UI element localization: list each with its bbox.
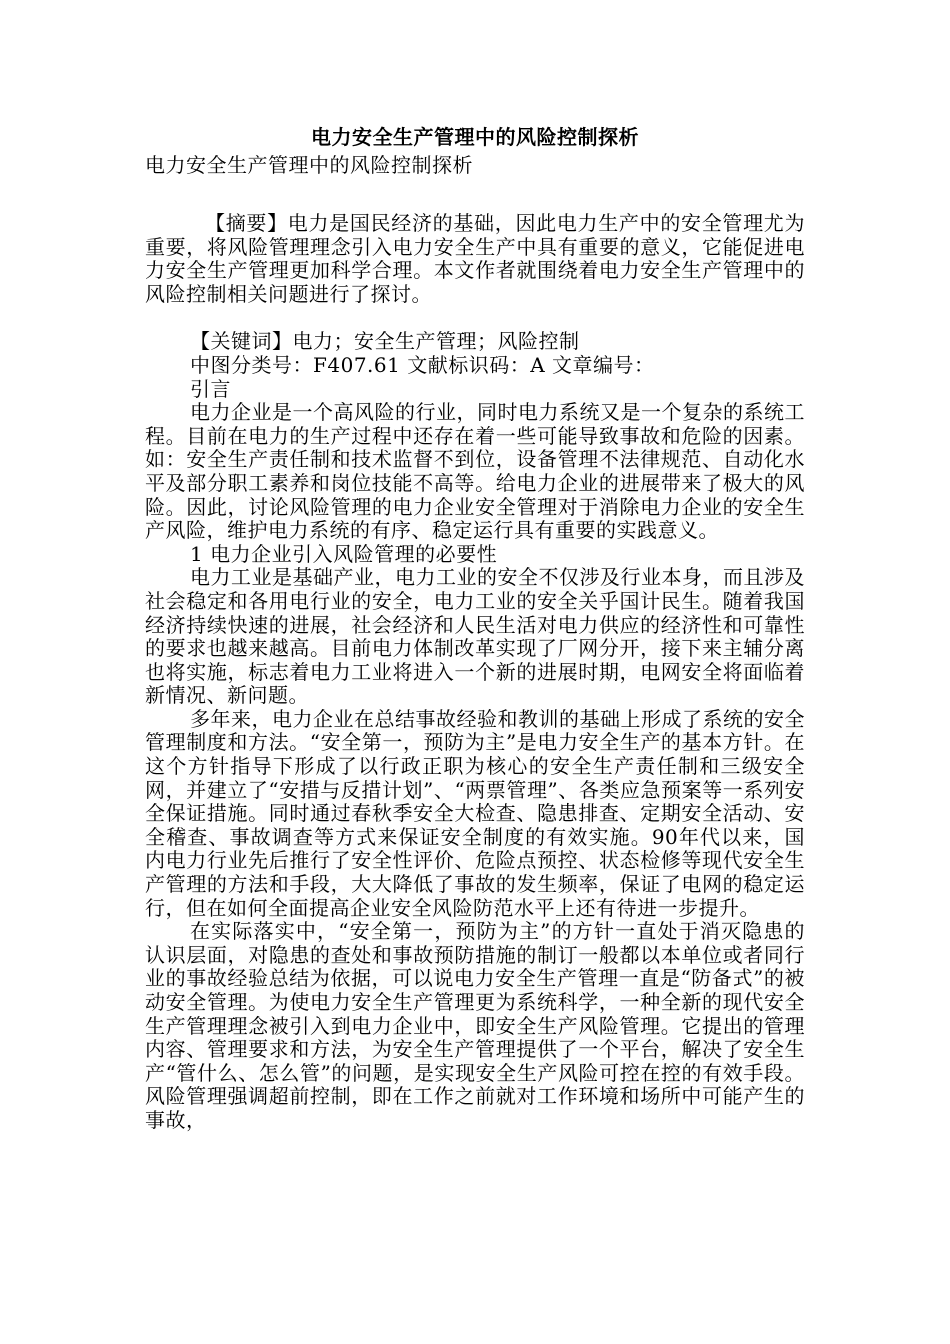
spacer: [145, 306, 805, 330]
document-subtitle: 电力安全生产管理中的风险控制探析: [145, 153, 473, 177]
body-paragraph: 电力企业是一个高风险的行业，同时电力系统又是一个复杂的系统工程。目前在电力的生产过程中还存在着一些可能导致事故和危险的因素。如：安全生产责任制和技术监督不到位，设备管理不法律规范、自动化水平及部分职工素养和岗位技能不高等。给电力企业的进展带来了极大的风险。因此，讨论风险管理的电力企业安全管理对于消除电力企业的安全生产风险，维护电力系统的有序、稳定运行具有重要的实践意义。: [145, 400, 805, 543]
body-paragraph: 在实际落实中，“安全第一，预防为主”的方针一直处于消灭隐患的认识层面，对隐患的查处和事故预防措施的制订一般都以本单位或者同行业的事故经验总结为依据，可以说电力安全生产管理一直是“防备式”的被动安全管理。为使电力安全生产管理更为系统科学，一种全新的现代安全生产管理理念被引入到电力企业中，即安全生产风险管理。它提出的管理内容、管理要求和方法，为安全生产管理提供了一个平台，解决了安全生产“管什么、怎么管”的问题，是实现安全生产风险可控在控的有效手段。风险管理强调超前控制，即在工作之前就对工作环境和场所中可能产生的事故，: [145, 919, 805, 1132]
body-paragraph: 多年来，电力企业在总结事故经验和教训的基础上形成了系统的安全管理制度和方法。“安全第一，预防为主”是电力安全生产的基本方针。在这个方针指导下形成了以行政正职为核心的安全生产责任制和三级安全网，并建立了“安措与反措计划”、“两票管理”、各类应急预案等一系列安全保证措施。同时通过春秋季安全大检查、隐患排查、定期安全活动、安全稽查、事故调查等方式来保证安全制度的有效实施。90年代以来，国内电力行业先后推行了安全性评价、危险点预控、状态检修等现代安全生产管理的方法和手段，大大降低了事故的发生频率，保证了电网的稳定运行，但在如何全面提高企业安全风险防范水平上还有待进一步提升。: [145, 706, 805, 920]
body-paragraph: 电力工业是基础产业，电力工业的安全不仅涉及行业本身，而且涉及社会稳定和各用电行业的安全，电力工业的安全关乎国计民生。随着我国经济持续快速的进展，社会经济和人民生活对电力供应的经济性和可靠性的要求也越来越高。目前电力体制改革实现了厂网分开，接下来主辅分离也将实施，标志着电力工业将进入一个新的进展时期，电网安全将面临着新情况、新问题。: [145, 565, 805, 708]
classification-line: 中图分类号：F407.61 文献标识码：A 文章编号：: [190, 352, 655, 377]
document-title: 电力安全生产管理中的风险控制探析: [311, 125, 639, 149]
abstract-paragraph: 【摘要】电力是国民经济的基础，因此电力生产中的安全管理尤为重要，将风险管理理念引入电力安全生产中具有重要的意义，它能促进电力安全生产管理更加科学合理。本文作者就围绕着电力安全生产管理中的风险控制相关问题进行了探讨。: [145, 211, 805, 306]
spacer: [145, 178, 805, 212]
document-page: [145, 122, 805, 1133]
intro-heading: 引言: [190, 376, 231, 401]
section-heading: 1 电力企业引入风险管理的必要性: [190, 541, 498, 566]
keywords-line: 【关键词】电力；安全生产管理；风险控制: [190, 329, 580, 354]
